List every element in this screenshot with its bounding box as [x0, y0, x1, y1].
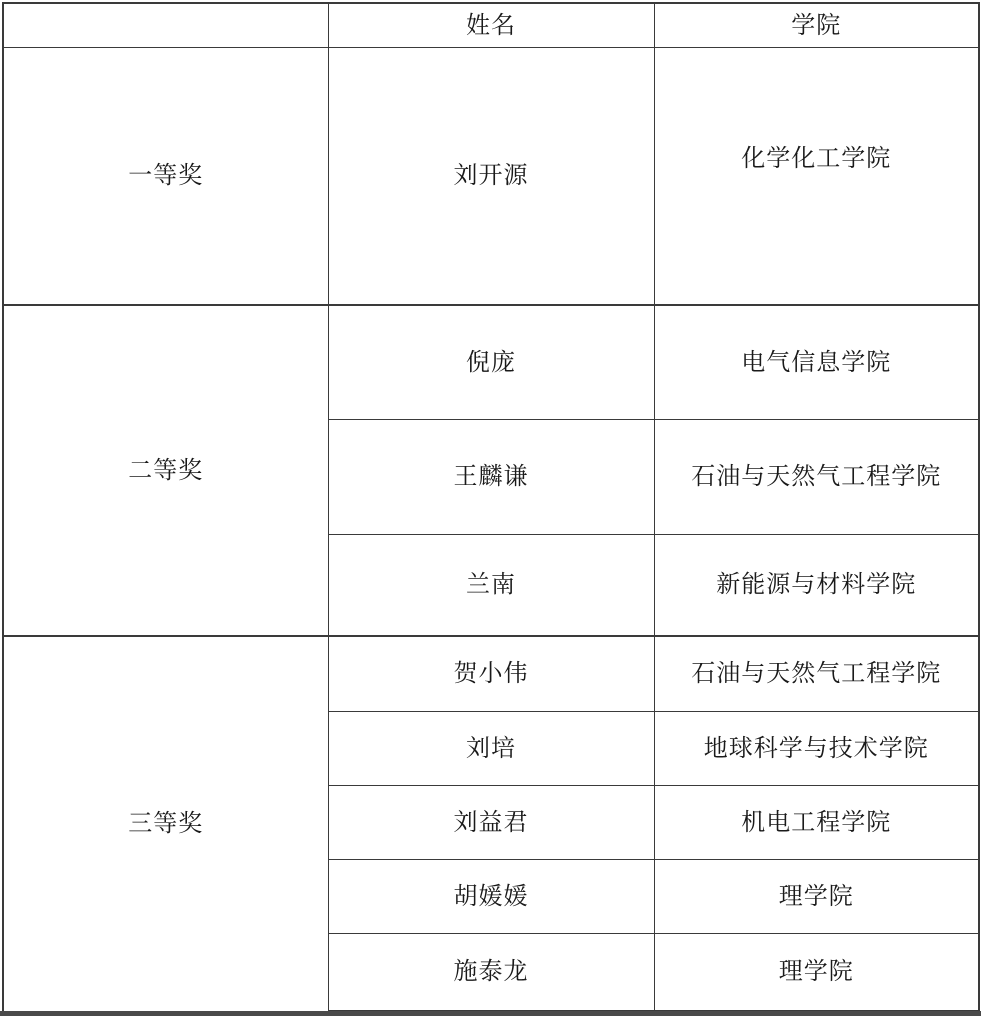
table-row [3, 305, 979, 419]
winner-name: 胡媛媛 [328, 859, 654, 933]
winner-name: 施泰龙 [328, 933, 654, 1011]
prize-second: 二等奖 [3, 305, 328, 636]
header-name: 姓名 [328, 3, 654, 47]
prize-third: 三等奖 [3, 636, 328, 1011]
table-row [3, 636, 979, 711]
winner-college: 机电工程学院 [654, 785, 979, 859]
winner-college: 石油与天然气工程学院 [654, 636, 979, 711]
winner-name: 兰南 [328, 534, 654, 636]
winner-college: 石油与天然气工程学院 [654, 419, 979, 534]
table-row [3, 47, 979, 305]
winner-name: 王麟谦 [328, 419, 654, 534]
winner-name: 贺小伟 [328, 636, 654, 711]
header-row [3, 3, 979, 47]
winner-college: 电气信息学院 [654, 305, 979, 419]
winner-college: 新能源与材料学院 [654, 534, 979, 636]
prize-first: 一等奖 [3, 47, 328, 305]
winner-college: 地球科学与技术学院 [654, 711, 979, 785]
header-college: 学院 [654, 3, 979, 47]
header-blank-cell [3, 3, 328, 47]
winner-name: 刘培 [328, 711, 654, 785]
winner-college: 理学院 [654, 859, 979, 933]
winner-college: 化学化工学院 [654, 47, 979, 305]
winner-name: 刘益君 [328, 785, 654, 859]
bottom-rule [0, 1011, 981, 1016]
award-table [2, 2, 980, 1012]
winner-name: 倪庞 [328, 305, 654, 419]
winner-name: 刘开源 [328, 47, 654, 305]
winner-college: 理学院 [654, 933, 979, 1011]
